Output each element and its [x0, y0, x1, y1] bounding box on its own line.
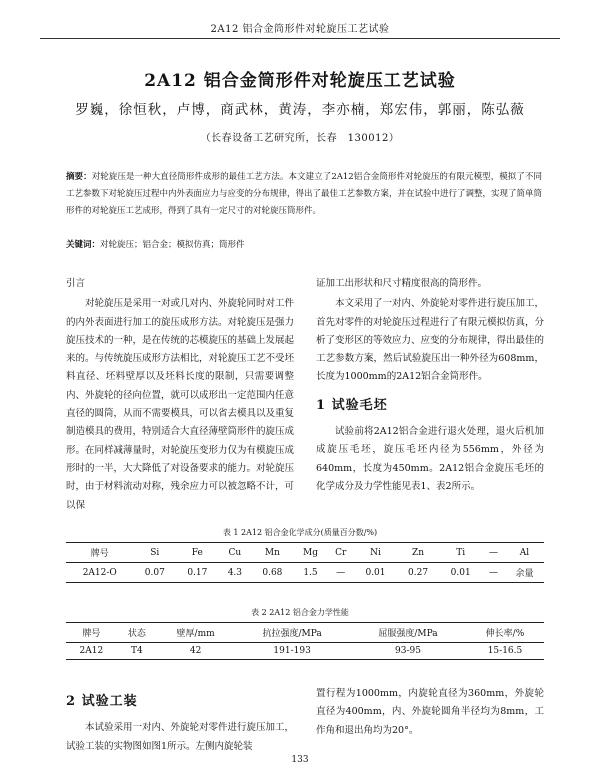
- intro-paragraph: 对轮旋压是采用一对或几对内、外旋轮同时对工件的内外表面进行加工的旋压成形方法。对轮旋压是强力旋压技术的一种，是在传统的芯模旋压的基础上发展起来的。与传统旋压成形方法相比，对轮旋压工艺不受坯料直径、坯料壁厚以及坯料长度的限制，只需要调整内、外旋轮的径向位置，就可以成形出一定范围内任意直径的圆筒，从而不需要模具，可以省去模具以及重复制造模具的费用，特别适合大直径薄壁筒形件的旋压成形。在同样减薄量时，对轮旋压变形力仅为有模旋压成形时的一半，大大降低了对设备要求的能力。对轮旋压时，由于材料流动对称，残余应力可以被忽略不计，可以保: [66, 298, 295, 511]
- running-header: 2A12 铝合金筒形件对轮旋压工艺试验: [40, 20, 560, 39]
- table-header-cell: Mn: [251, 543, 294, 563]
- table-row: [66, 563, 544, 583]
- table-cell: 191-193: [273, 646, 311, 656]
- keywords-label: 关键词：: [66, 240, 101, 250]
- table-header-cell: 抗拉强度/MPa: [234, 623, 350, 643]
- abstract: [66, 169, 542, 220]
- table-header-cell: Mg: [294, 543, 328, 563]
- table-cell: 1.5: [303, 567, 318, 578]
- table-header-cell: 伸长率/%: [466, 623, 544, 643]
- table-header-cell: —: [482, 543, 505, 563]
- table2-header-row: [66, 623, 544, 643]
- section1-paragraph: 试验前将2A12铝合金进行退火处理，退火后机加成旋压毛坯，旋压毛坯内径为556mm，外径为640mm，长度为450mm。2A12铝合金旋压毛坯的化学成分及力学性能见表1、表2所示。: [316, 426, 544, 492]
- section2-paragraph: 本试验采用一对内、外旋轮对零件进行旋压加工，试验工装的实物图如图1所示。左侧内旋轮装: [66, 722, 295, 752]
- table-cell: 0.27: [408, 567, 429, 578]
- table-cell: 15-16.5: [487, 646, 523, 656]
- table-header-cell: Ni: [354, 543, 397, 563]
- affiliation: （长春设备工艺研究所，长春 130012）: [200, 133, 400, 144]
- table-cell: 2A12-O: [82, 567, 117, 578]
- table-cell: 0.01: [365, 567, 386, 578]
- table1-chemical-composition: [66, 542, 544, 583]
- table-cell: 93-95: [395, 646, 421, 656]
- right-column: [316, 275, 544, 496]
- table2-mechanical-properties: [66, 622, 544, 660]
- table-cell: 0.07: [144, 567, 165, 578]
- table-header-cell: Zn: [397, 543, 440, 563]
- table-cell: —: [336, 567, 346, 578]
- table-cell: 0.68: [262, 567, 283, 578]
- table-header-cell: Fe: [176, 543, 219, 563]
- table-row: [66, 643, 544, 660]
- author-list: 罗巍，徐恒秋，卢博，商武林，黄涛，李亦楠，郑宏伟，郭丽，陈弘薇: [75, 102, 525, 118]
- table-header-cell: 屈服强度/MPa: [350, 623, 466, 643]
- table-header-cell: Al: [505, 543, 544, 563]
- table-cell: T4: [131, 646, 143, 656]
- table-cell: 余量: [515, 569, 534, 579]
- table-header-cell: 牌号: [66, 623, 117, 643]
- table-header-cell: 状态: [117, 623, 157, 643]
- left-column: [66, 275, 294, 515]
- table-header-cell: 壁厚/mm: [157, 623, 234, 643]
- table-header-cell: Cu: [219, 543, 251, 563]
- table1-header-row: [66, 543, 544, 563]
- section2-heading: 2 试验工装: [66, 694, 138, 709]
- section2-right: [316, 685, 544, 740]
- intro-continuation: 证加工出形状和尺寸精度很高的筒形件。: [316, 278, 488, 289]
- table2-caption: 表 2 2A12 铝合金力学性能: [251, 608, 349, 617]
- section2-left: [66, 693, 294, 756]
- abstract-label: 摘要：: [66, 172, 92, 182]
- section1-heading: 1 试验毛坯: [316, 397, 388, 413]
- table-cell: 0.17: [187, 567, 208, 578]
- intro-heading: 引言: [66, 278, 86, 289]
- abstract-text: 对轮旋压是一种大直径筒形件成形的最佳工艺方法。本文建立了2A12铝合金筒形件对轮旋压的有限元模型，模拟了不同工艺参数下对轮旋压过程中内外表面应力与应变的分布规律，得出了最佳工艺参数方案，并在试验中进行了调整，实现了简单筒形件的对轮旋压工艺成形，得到了具有一定尺寸的对轮旋压筒形件。: [66, 172, 543, 216]
- table-cell: 2A12: [79, 646, 104, 656]
- table-header-cell: Cr: [327, 543, 354, 563]
- table-cell: 0.01: [450, 567, 471, 578]
- table1-caption: 表 1 2A12 铝合金化学成分(质量百分数/%): [222, 528, 378, 537]
- intro-paragraph-2: 本文采用了一对内、外旋轮对零件进行旋压加工，首先对零件的对轮旋压过程进行了有限元模拟仿真，分析了变形区的等效应力、应变的分布规律，得出最佳的工艺参数方案，然后试验旋压出一种外径为608mm，长度为1000mm的2A12铝合金筒形件。: [316, 298, 545, 383]
- section2-continuation: 置行程为1000mm，内旋轮直径为360mm，外旋轮直径为400mm，内、外旋轮圆角半径均为8mm，工作角和退出角均为20°。: [316, 688, 544, 736]
- paper-title: 2A12 铝合金筒形件对轮旋压工艺试验: [144, 71, 456, 91]
- table-cell: 4.3: [227, 567, 243, 578]
- table-header-cell: Ti: [439, 543, 482, 563]
- table-cell: —: [488, 567, 498, 578]
- page-number: 133: [291, 755, 309, 765]
- table-header-cell: Si: [133, 543, 176, 563]
- table-cell: 42: [189, 646, 202, 656]
- keywords-text: 对轮旋压；铝合金；模拟仿真；筒形件: [100, 240, 245, 250]
- table-header-cell: 牌号: [66, 543, 133, 563]
- keywords: [66, 238, 542, 250]
